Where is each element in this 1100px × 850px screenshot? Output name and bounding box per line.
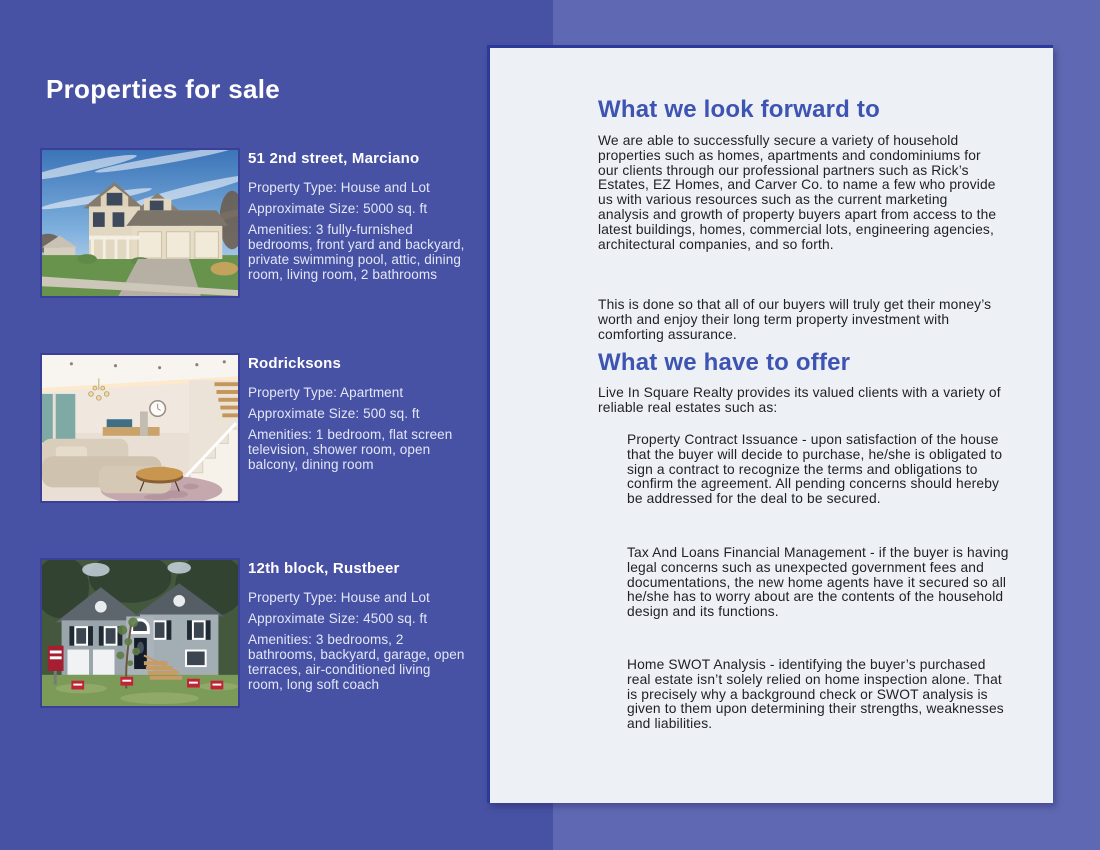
property-listing-3: [40, 558, 510, 718]
property-size: Approximate Size: 5000 sq. ft: [248, 201, 428, 216]
property-type: Property Type: House and Lot: [248, 590, 430, 605]
property-details-3: [248, 560, 466, 698]
info-card: [487, 45, 1053, 803]
property-photo-2: [40, 353, 240, 503]
section-heading-look-forward: What we look forward to: [598, 96, 880, 123]
offer-item-contract-issuance: Property Contract Issuance - upon satisfaction of the house that the buyer will decide to purchase, he/she is obligated to sign a contract to recognize the terms and obligations to confirm the agreement. All pending concerns should hereby be addressed for the deal to be secured.: [627, 432, 1003, 507]
look-forward-paragraph-2: This is done so that all of our buyers will truly get their money’s worth and enjoy their long term property investment with comforting assurance.: [598, 297, 992, 342]
property-details-2: [248, 355, 466, 478]
property-amenities: Amenities: 1 bedroom, flat screen television, shower room, open balcony, dining room: [248, 427, 453, 472]
property-amenities: Amenities: 3 bedrooms, 2 bathrooms, backyard, garage, open terraces, air-conditioned living room, long soft coach: [248, 632, 465, 692]
property-listing-1: [40, 148, 510, 308]
property-amenities: Amenities: 3 fully-furnished bedrooms, front yard and backyard, private swimming pool, attic, dining room, living room, 2 bathrooms: [248, 222, 465, 282]
offer-item-tax-loans: Tax And Loans Financial Management - if the buyer is having legal concerns such as unexpected government fees and documentations, the new home agents have it secured so all he/she has to worry about are the contents of the household design and its functions.: [627, 545, 1009, 620]
property-photo-3: [40, 558, 240, 708]
property-size: Approximate Size: 4500 sq. ft: [248, 611, 428, 626]
look-forward-paragraph-1: We are able to successfully secure a variety of household properties such as homes, apartments and condominiums for our clients through our professional partners such as Rick’s Estates, EZ Homes, and Carver Co. to name a few who provide us with various resources such as the current marketing analysis and growth of property buyers apart from access to the latest buildings, homes, commercial lots, engineering agencies, architectural companies, and so forth.: [598, 133, 997, 252]
page-title: Properties for sale: [46, 74, 281, 104]
property-title: 51 2nd street, Marciano: [248, 150, 420, 167]
property-size: Approximate Size: 500 sq. ft: [248, 406, 420, 421]
property-title: Rodricksons: [248, 355, 342, 372]
property-details-1: [248, 150, 466, 288]
property-type: Property Type: Apartment: [248, 385, 404, 400]
offer-intro: Live In Square Realty provides its valued clients with a variety of reliable real estates such as:: [598, 385, 1001, 415]
offer-item-swot-analysis: Home SWOT Analysis - identifying the buyer’s purchased real estate isn’t solely relied on home inspection alone. That is precisely why a background check or SWOT analysis is given to them upon determining their strengths, weaknesses and liabilities.: [627, 657, 1004, 732]
property-title: 12th block, Rustbeer: [248, 560, 400, 577]
property-type: Property Type: House and Lot: [248, 180, 430, 195]
property-photo-1: [40, 148, 240, 298]
property-listing-2: [40, 353, 510, 513]
section-heading-offer: What we have to offer: [598, 349, 851, 376]
